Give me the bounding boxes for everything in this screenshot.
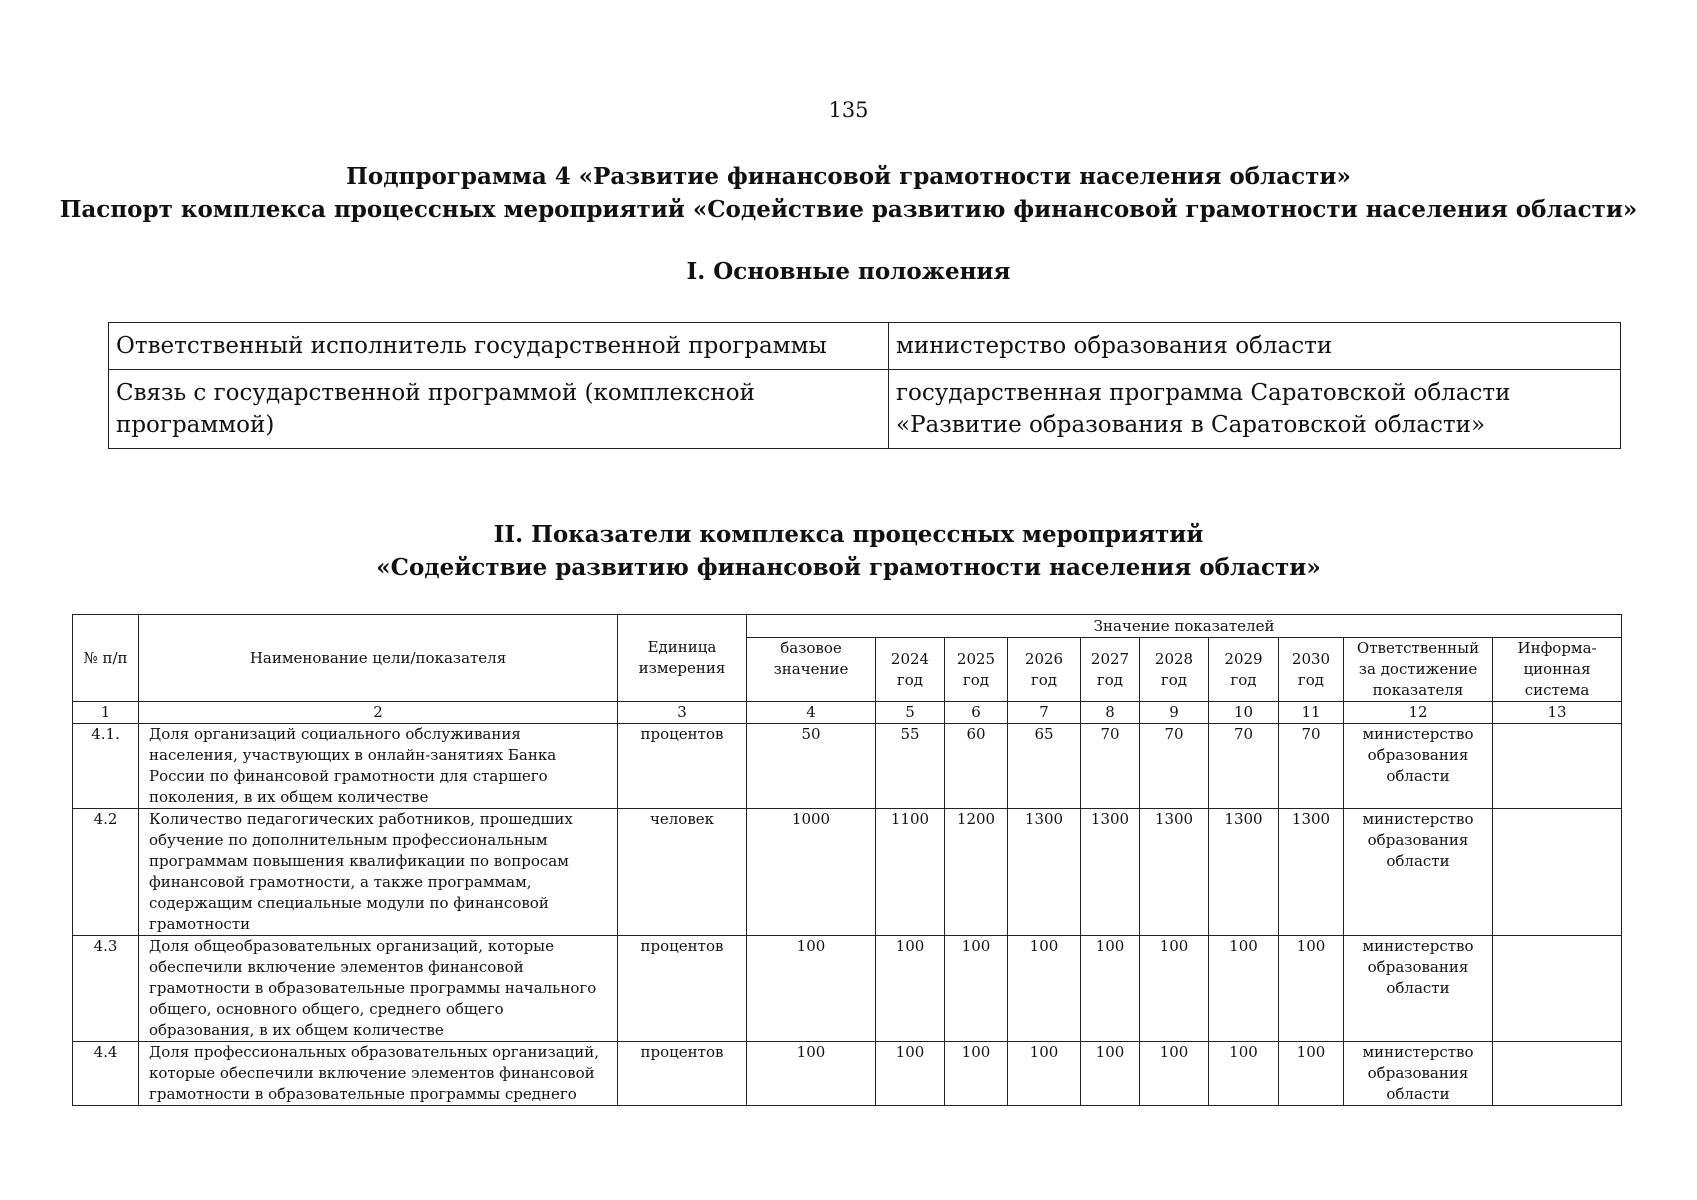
value-2025: 60 [945,724,1008,809]
value-2030: 1300 [1279,809,1344,936]
header-name: Наименование цели/показателя [139,615,618,702]
indicator-name: Доля общеобразовательных организаций, которые обеспечили включение элементов финансовой грамотности в образовательные программы начального общего, основного общего, среднего общего образования, в их общем количестве [139,936,618,1042]
value-2027: 100 [1081,936,1140,1042]
value-2026: 100 [1008,936,1081,1042]
value-2028: 70 [1140,724,1209,809]
value-2027: 70 [1081,724,1140,809]
value-2024: 100 [876,936,945,1042]
header-infosys: Информа-ционная система [1493,638,1622,702]
info-system [1493,809,1622,936]
value-2025: 100 [945,936,1008,1042]
value-2028: 1300 [1140,809,1209,936]
section2-heading-line1: II. Показатели комплекса процессных мероприятий [493,521,1204,548]
responsible: министерство образования области [1344,1042,1493,1106]
value-2030: 100 [1279,1042,1344,1106]
indicator-unit: процентов [618,724,747,809]
table-row [73,936,1622,1042]
value-base: 100 [747,936,876,1042]
value-2024: 55 [876,724,945,809]
section2-heading-line2: «Содействие развитию финансовой грамотности населения области» [376,554,1321,581]
value-2027: 1300 [1081,809,1140,936]
table-row [109,323,1621,370]
value-base: 50 [747,724,876,809]
table-row [109,370,1621,449]
table-row [73,809,1622,936]
header-row [73,615,1622,638]
column-number: 4 [747,702,876,724]
section1-heading: I. Основные положения [686,258,1011,285]
table-row [73,1042,1622,1106]
column-number: 9 [1140,702,1209,724]
value-2025: 100 [945,1042,1008,1106]
row-num: 4.2 [73,809,139,936]
row-num: 4.1. [73,724,139,809]
column-number: 10 [1209,702,1279,724]
value-2024: 1100 [876,809,945,936]
indicator-unit: человек [618,809,747,936]
table-row [73,724,1622,809]
column-number: 3 [618,702,747,724]
subprogram-title: Подпрограмма 4 «Развитие финансовой грамотности населения области» [346,163,1351,190]
info-value: министерство образования области [889,323,1621,370]
header-year: 2027 год [1081,638,1140,702]
value-2029: 100 [1209,936,1279,1042]
column-number: 8 [1081,702,1140,724]
column-number: 7 [1008,702,1081,724]
column-number: 5 [876,702,945,724]
value-base: 100 [747,1042,876,1106]
value-2029: 100 [1209,1042,1279,1106]
value-2029: 1300 [1209,809,1279,936]
header-values-group: Значение показателей [747,615,1622,638]
column-number: 6 [945,702,1008,724]
indicator-name: Количество педагогических работников, прошедших обучение по дополнительным профессиональным программам повышения квалификации по вопросам финансовой грамотности, а также программам, содержащим специальные модули по финансовой грамотности [139,809,618,936]
basic-provisions-table [108,322,1621,449]
header-year: 2024 год [876,638,945,702]
document-title [0,160,1697,226]
value-2030: 100 [1279,936,1344,1042]
row-num: 4.3 [73,936,139,1042]
column-number: 13 [1493,702,1622,724]
responsible: министерство образования области [1344,936,1493,1042]
responsible: министерство образования области [1344,724,1493,809]
header-unit: Единица измерения [618,615,747,702]
page-number: 135 [828,98,869,122]
indicator-name: Доля профессиональных образовательных организаций, которые обеспечили включение элементов финансовой грамотности в образовательные программы среднего [139,1042,618,1106]
header-year: 2025 год [945,638,1008,702]
value-2025: 1200 [945,809,1008,936]
header-num: № п/п [73,615,139,702]
indicator-unit: процентов [618,936,747,1042]
value-2028: 100 [1140,936,1209,1042]
value-base: 1000 [747,809,876,936]
indicator-unit: процентов [618,1042,747,1106]
info-system [1493,1042,1622,1106]
section2-heading [0,518,1697,584]
info-system [1493,724,1622,809]
header-responsible: Ответственный за достижение показателя [1344,638,1493,702]
value-2028: 100 [1140,1042,1209,1106]
column-numbers-row [73,702,1622,724]
value-2026: 65 [1008,724,1081,809]
info-system [1493,936,1622,1042]
header-year: 2029 год [1209,638,1279,702]
row-num: 4.4 [73,1042,139,1106]
value-2026: 1300 [1008,809,1081,936]
indicator-name: Доля организаций социального обслуживания населения, участвующих в онлайн-занятиях Банка России по финансовой грамотности для старшего поколения, в их общем количестве [139,724,618,809]
header-year: 2026 год [1008,638,1081,702]
value-2024: 100 [876,1042,945,1106]
indicators-table [72,614,1622,1106]
info-label: Связь с государственной программой (комплексной программой) [109,370,889,449]
column-number: 12 [1344,702,1493,724]
info-label: Ответственный исполнитель государственной программы [109,323,889,370]
header-base: базовое значение [747,638,876,702]
value-2029: 70 [1209,724,1279,809]
header-year: 2028 год [1140,638,1209,702]
column-number: 2 [139,702,618,724]
value-2027: 100 [1081,1042,1140,1106]
column-number: 1 [73,702,139,724]
info-value: государственная программа Саратовской области «Развитие образования в Саратовской области» [889,370,1621,449]
value-2026: 100 [1008,1042,1081,1106]
column-number: 11 [1279,702,1344,724]
header-year: 2030 год [1279,638,1344,702]
responsible: министерство образования области [1344,809,1493,936]
passport-title: Паспорт комплекса процессных мероприятий «Содействие развитию финансовой грамотности населения области» [59,196,1638,223]
value-2030: 70 [1279,724,1344,809]
